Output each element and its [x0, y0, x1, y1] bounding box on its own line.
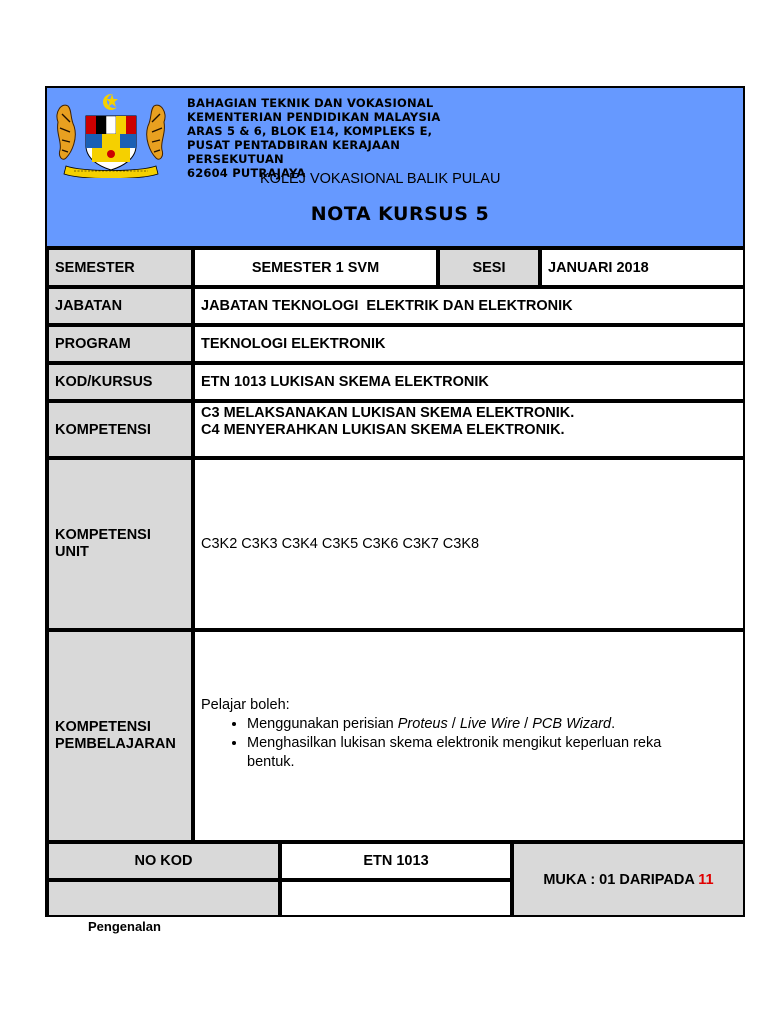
ministry-address — [187, 96, 441, 180]
jabatan-value: JABATAN TEKNOLOGI ELEKTRIK DAN ELEKTRONIK — [201, 298, 573, 314]
address-line: BAHAGIAN TEKNIK DAN VOKASIONAL — [187, 96, 434, 110]
kompetensi-c4: C4 MENYERAHKAN LUKISAN SKEMA ELEKTRONIK. — [201, 422, 565, 438]
document-title: NOTA KURSUS 5 — [310, 203, 490, 225]
pembelajaran-list — [201, 715, 703, 772]
pembelajaran-intro: Pelajar boleh: — [201, 697, 290, 713]
kompetensi-pembelajaran-value-cell — [193, 630, 745, 842]
kod-kursus-label: KOD/KURSUS — [55, 374, 153, 390]
sesi-value: JANUARI 2018 — [548, 259, 649, 276]
section-heading-pengenalan: Pengenalan — [88, 919, 161, 934]
pembelajaran-item-1 — [247, 715, 703, 734]
item1-end: . — [611, 716, 616, 732]
address-line: 62604 PUTRAJAYA — [187, 166, 306, 180]
blank-value-cell — [280, 880, 512, 917]
kompetensi-pembelajaran-label-line1: KOMPETENSI — [55, 719, 151, 735]
semester-label-cell — [47, 248, 193, 287]
program-value-cell — [193, 325, 745, 363]
muka-cell — [512, 842, 745, 917]
software-pcb-wizard: PCB Wizard — [532, 716, 612, 732]
nokod-value: ETN 1013 — [363, 853, 429, 869]
kod-kursus-label-cell — [47, 363, 193, 401]
item1-text: Menggunakan perisian — [247, 716, 398, 732]
address-line: ARAS 5 & 6, BLOK E14, KOMPLEKS E, — [187, 124, 433, 138]
nokod-label-cell — [47, 842, 280, 880]
kompetensi-unit-label-line2: UNIT — [55, 544, 89, 560]
kompetensi-c3: C3 MELAKSANAKAN LUKISAN SKEMA ELEKTRONIK. — [201, 405, 575, 421]
address-line: PUSAT PENTADBIRAN KERAJAAN — [187, 138, 401, 152]
kompetensi-unit-label-line1: KOMPETENSI — [55, 527, 151, 543]
kompetensi-unit-value-cell — [193, 458, 745, 630]
software-proteus: Proteus — [397, 716, 448, 732]
address-line: KEMENTERIAN PENDIDIKAN MALAYSIA — [187, 110, 441, 124]
muka-page-count — [514, 872, 743, 888]
kompetensi-label: KOMPETENSI — [55, 421, 151, 438]
semester-value: SEMESTER 1 SVM — [251, 259, 380, 276]
college-name: KOLEJ VOKASIONAL BALIK PULAU — [260, 171, 501, 187]
muka-total: 11 — [698, 871, 714, 888]
semester-value-cell — [193, 248, 438, 287]
software-live-wire: Live Wire — [459, 716, 521, 732]
blank-label-cell — [47, 880, 280, 917]
sesi-label-cell — [438, 248, 540, 287]
semester-label: SEMESTER — [55, 259, 135, 276]
program-value: TEKNOLOGI ELEKTRONIK — [201, 336, 386, 352]
program-label: PROGRAM — [55, 336, 131, 352]
program-label-cell — [47, 325, 193, 363]
sesi-value-cell — [540, 248, 745, 287]
kompetensi-pembelajaran-label-line2: PEMBELAJARAN — [55, 736, 176, 752]
muka-prefix: MUKA : 01 DARIPADA — [543, 871, 699, 888]
address-line: PERSEKUTUAN — [187, 152, 284, 166]
nokod-value-cell — [280, 842, 512, 880]
kompetensi-pembelajaran-label-cell — [47, 630, 193, 842]
kompetensi-value-cell — [193, 401, 745, 458]
separator: / — [520, 716, 533, 732]
separator: / — [447, 716, 460, 732]
kompetensi-unit-label-cell — [47, 458, 193, 630]
kod-kursus-value: ETN 1013 LUKISAN SKEMA ELEKTRONIK — [201, 374, 489, 390]
kompetensi-unit-value: C3K2 C3K3 C3K4 C3K5 C3K6 C3K7 C3K8 — [201, 536, 480, 552]
pembelajaran-item-2: • Menghasilkan lukisan skema elektronik mengikut keperluan reka bentuk. — [247, 734, 703, 772]
jabatan-label: JABATAN — [55, 298, 123, 314]
kompetensi-label-cell — [47, 401, 193, 458]
jabatan-label-cell — [47, 287, 193, 325]
kod-kursus-value-cell — [193, 363, 745, 401]
nokod-label: NO KOD — [134, 853, 193, 869]
sesi-label: SESI — [472, 259, 506, 276]
malaysia-coat-of-arms-logo — [52, 92, 170, 178]
jabatan-value-cell — [193, 287, 745, 325]
